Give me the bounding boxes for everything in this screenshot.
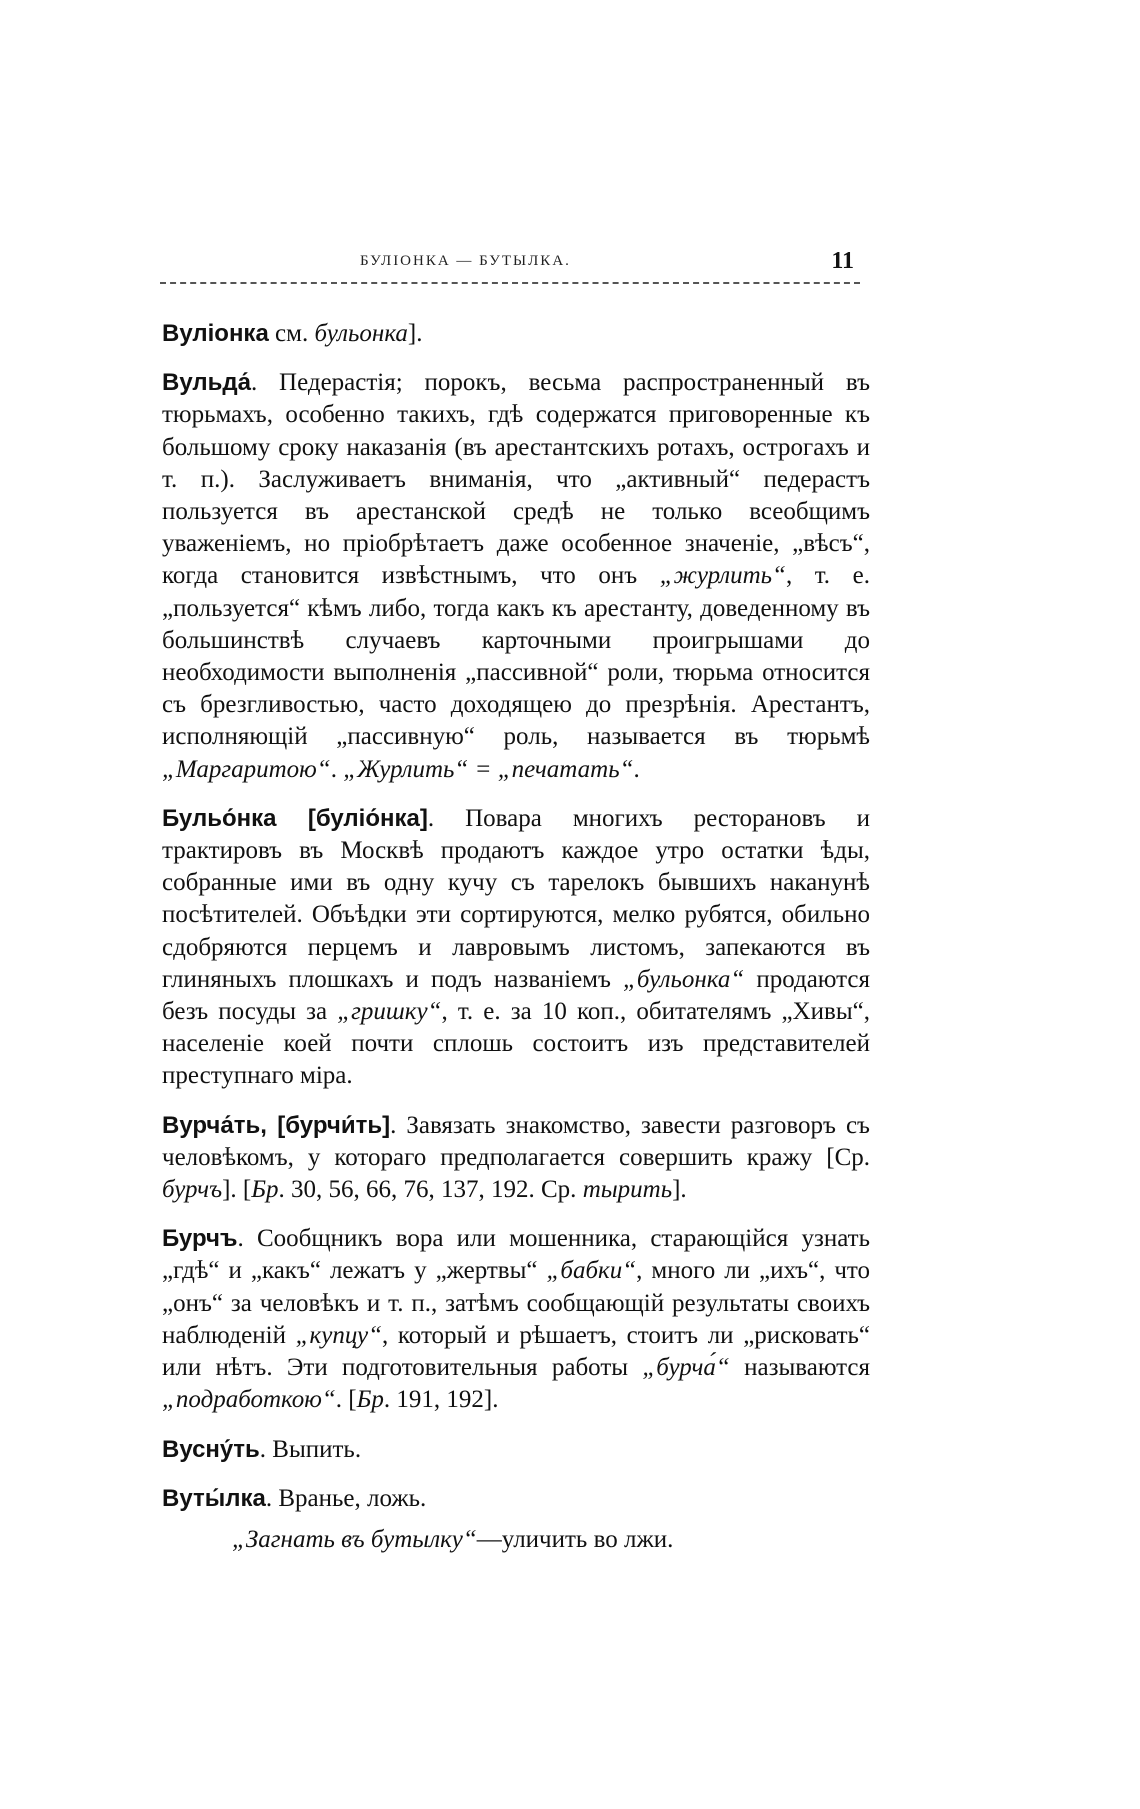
entry-text: . [633,755,640,783]
entry-text: . Завязать знакомство, завести разговоръ съ человѣкомъ, у котораго предполагается совершить кражу [Ср. [162,1111,870,1171]
headword: Бурчъ [162,1225,238,1253]
entry-text: , который и рѣшаетъ, стоитъ ли „рисковать“ или нѣтъ. Эти подготовительныя работы [162,1321,870,1382]
entry-italic: „купцу“ [295,1321,382,1349]
entry-vusnut [162,1434,870,1466]
entry-burch [162,1223,870,1416]
entry-text: , т. е. за 10 коп., обитателямъ „Хивы“, населеніе коей почти сплошь состоитъ изъ представителей преступнаго міра. [162,998,870,1090]
page-number: 11 [831,248,854,274]
running-head [160,250,860,290]
example-meaning: —уличить во лжи. [476,1525,674,1553]
entry-italic: „бурча́“ [642,1354,730,1382]
entry-italic: „подработкою“ [162,1386,336,1414]
entry-text: . [ [335,1386,357,1414]
entry-text: . Сообщникъ вора или мошенника, старающійся узнать „гдѣ“ и „какъ“ лежатъ у „жертвы“ [162,1225,870,1285]
entry-text: ]. [672,1176,687,1204]
running-title: БУЛІОНКА — БУТЫЛКА. [360,253,571,269]
entry-italic: бурчъ [162,1176,223,1204]
entry-bulonka [162,803,870,1093]
entry-italic: Бр [356,1386,384,1414]
entry-italic: „бабки“ [546,1257,637,1285]
entry-text: продаются безъ посуды за [162,965,870,1026]
entry-text: . Педерастія; порокъ, весьма распространенный въ тюрьмахъ, особенно такихъ, гдѣ содержатся приговоренные къ большому сроку наказанія (въ арестантскихъ ротахъ, острогахъ и т. п.). Заслуживаетъ вниманія, что „активный“ педерастъ пользуется въ арестанской средѣ не только всеобщимъ уваженіемъ, но пріобрѣтаетъ даже особенное значеніе, „вѣсъ“, когда становится извѣстнымъ, что онъ [162,369,870,590]
entry-text: называются [729,1354,870,1382]
headword: Вурча́ть, [бурчи́ть] [162,1111,391,1139]
entry-italic: тырить [582,1176,673,1204]
entry-text: см. [268,320,315,347]
entry-vurchat [162,1110,870,1207]
entry-text: . 30, 56, 66, 76, 137, 192. Ср. [278,1176,583,1204]
entry-vutylka [162,1483,870,1515]
usage-example [162,1524,870,1556]
entry-italic: „Журлить“ = „печатать“ [343,755,634,783]
entry-italic: Бр [251,1176,279,1204]
headword: Вусну́ть [162,1435,260,1463]
entry-text: ]. [407,320,423,347]
headword: Вуліонка [162,320,269,347]
example-phrase: „Загнать въ бутылку“ [232,1525,477,1553]
entry-text: , т. е. „пользуется“ кѣмъ либо, тогда какъ къ арестанту, доведенному въ большинствѣ случаевъ карточными проигрышами до необходимости выполненія „пассивной“ роли, тюрьма относится съ брезгливостью, часто доходящею до презрѣнія. Арестантъ, исполняющій „пассивную“ роль, называется въ тюрьмѣ [162,562,870,751]
entry-vulionka [162,318,870,350]
entry-italic: бульонка [314,320,408,347]
header-rule [160,282,860,284]
entry-text: . [330,755,344,783]
entry-text: ]. [ [222,1176,252,1204]
entry-text: . Вранье, ложь. [265,1484,427,1512]
headword: Бульо́нка [буліо́нка] [162,804,428,832]
entry-text: . Выпить. [259,1435,362,1463]
headword: Вульда́ [162,369,251,397]
entry-italic: „гришку“ [337,998,442,1026]
entry-text: , много ли „ихъ“, что „онъ“ за человѣкъ и т. п., затѣмъ сообщающій результаты своихъ наблюденій [162,1257,870,1349]
entry-vulda [162,367,870,786]
entry-italic: „бульонка“ [623,965,745,993]
entry-text: . 191, 192]. [383,1386,499,1414]
entry-italic: „Маргаритою“ [162,755,331,783]
entry-italic: „журлить“ [659,562,786,590]
headword: Вуты́лка [162,1484,266,1512]
dictionary-text [162,318,870,1573]
entry-text: . Повара многихъ ресторановъ и трактировъ въ Москвѣ продаютъ каждое утро остатки ѣды, собранные ими въ одну кучу съ тарелокъ бывшихъ наканунѣ посѣтителей. Объѣдки эти сортируются, мелко рубятся, обильно сдобряются перцемъ и лавровымъ листомъ, запекаются въ глиняныхъ плошкахъ и подъ названіемъ [162,804,870,993]
